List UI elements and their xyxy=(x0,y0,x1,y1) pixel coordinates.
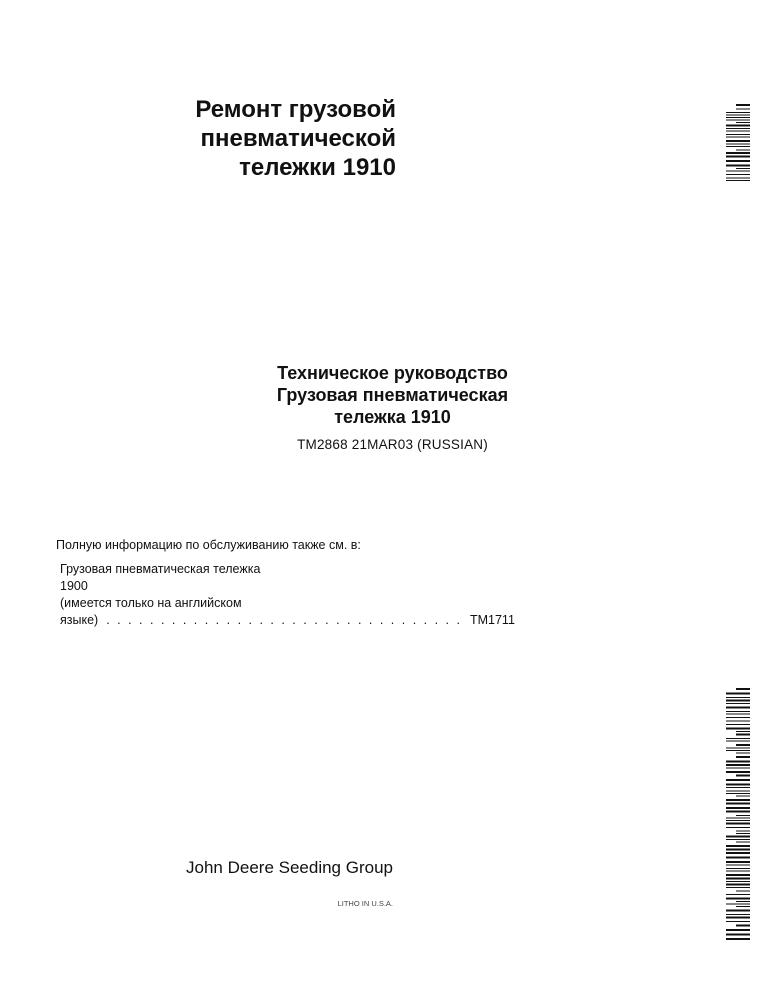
barcode-bar xyxy=(726,721,750,722)
barcode-bar xyxy=(726,791,750,792)
barcode-bar xyxy=(726,871,750,872)
title-line: пневматической xyxy=(200,125,396,152)
barcode-bar xyxy=(736,831,750,832)
barcode-bar xyxy=(726,178,750,179)
reference-entry-last-line xyxy=(60,612,515,629)
title-line: тележки 1910 xyxy=(239,154,396,181)
barcode-bar xyxy=(726,865,750,866)
barcode-bar xyxy=(726,714,750,715)
barcode-bar xyxy=(726,125,750,127)
barcode-bar xyxy=(726,779,750,781)
barcode-bar xyxy=(726,881,750,882)
barcode-bar xyxy=(726,693,750,695)
barcode-top xyxy=(726,104,750,182)
barcode-bar xyxy=(736,842,750,843)
barcode-bar xyxy=(736,796,750,797)
barcode-bar xyxy=(726,180,750,181)
barcode-bar xyxy=(726,938,750,940)
barcode-bar xyxy=(736,901,750,902)
barcode-bar xyxy=(726,827,750,828)
barcode-bar xyxy=(726,910,750,912)
barcode-bar xyxy=(726,697,750,698)
barcode-bar xyxy=(726,934,750,936)
barcode-bar xyxy=(736,744,750,746)
barcode-bar xyxy=(726,174,750,175)
barcode-bar xyxy=(736,891,750,892)
barcode-bar xyxy=(726,811,750,813)
barcode-bar xyxy=(726,728,750,730)
reference-entry-line: Грузовая пневматическая тележка xyxy=(60,562,261,576)
barcode-bar xyxy=(726,140,750,142)
barcode-bar xyxy=(726,117,750,118)
barcode-bar xyxy=(726,764,750,766)
manual-info xyxy=(250,362,535,452)
barcode-bar xyxy=(726,929,750,931)
manual-heading-line: Грузовая пневматическая xyxy=(276,385,509,405)
barcode-bar xyxy=(726,845,750,847)
barcode-bar xyxy=(726,144,750,145)
barcode-bar xyxy=(736,122,750,123)
barcode-bar xyxy=(736,775,750,777)
reference-leader-dots: . . . . . . . . . . . . . . . . . . . . . . . . . . . . . . . . . xyxy=(106,613,462,627)
barcode-bar xyxy=(726,807,750,809)
manual-heading xyxy=(250,362,535,428)
barcode-bar xyxy=(726,711,750,712)
publisher-name: John Deere Seeding Group xyxy=(186,858,393,877)
reference-entry xyxy=(60,561,515,629)
barcode-bar xyxy=(726,134,750,135)
barcode-bar xyxy=(726,904,750,905)
barcode-bar xyxy=(736,150,750,151)
barcode-bar xyxy=(726,823,750,825)
barcode-bar xyxy=(736,815,750,816)
barcode-bar xyxy=(726,836,750,838)
barcode-bar xyxy=(726,738,750,739)
barcode-bar xyxy=(726,120,750,121)
barcode-bar xyxy=(726,914,750,915)
barcode-bar xyxy=(736,104,750,106)
barcode-bar xyxy=(736,756,750,758)
barcode-bar xyxy=(726,137,750,138)
barcode-bar xyxy=(726,799,750,801)
barcode-bar xyxy=(726,717,750,718)
barcode-bar xyxy=(736,925,750,927)
reference-entry-line: языке) xyxy=(60,613,99,627)
manual-heading-line: Техническое руководство xyxy=(277,363,508,383)
barcode-bar xyxy=(726,128,750,129)
manual-heading-line: тележка 1910 xyxy=(334,407,451,427)
barcode-bar xyxy=(726,171,750,172)
barcode-bar xyxy=(726,887,750,888)
barcode-bar xyxy=(726,768,750,769)
barcode-bar xyxy=(726,787,750,788)
barcode-bar xyxy=(736,731,750,732)
barcode-bar xyxy=(726,771,750,773)
barcode-bar xyxy=(726,741,750,742)
barcode-bar xyxy=(726,852,750,854)
barcode-bar xyxy=(726,898,750,900)
barcode-bar xyxy=(726,878,750,880)
barcode-bar xyxy=(736,906,750,907)
barcode-bottom-graphic xyxy=(726,688,750,940)
barcode-bar xyxy=(726,703,750,704)
manual-code: TM2868 21MAR03 (RUSSIAN) xyxy=(297,437,488,452)
reference-entry-line: 1900 xyxy=(60,579,88,593)
barcode-bar xyxy=(736,734,750,736)
barcode-bar xyxy=(736,109,750,110)
barcode-top-graphic xyxy=(726,104,750,182)
litho-note: LITHO IN U.S.A. xyxy=(337,899,393,908)
barcode-bar xyxy=(726,750,750,751)
barcode-bar xyxy=(726,160,750,162)
barcode-bar xyxy=(736,688,750,690)
title-line: Ремонт грузовой xyxy=(195,96,396,123)
barcode-bar xyxy=(726,868,750,869)
barcode-bar xyxy=(726,874,750,876)
barcode-bar xyxy=(726,857,750,859)
main-title xyxy=(195,95,396,182)
barcode-bar xyxy=(726,700,750,702)
barcode-bar xyxy=(726,131,750,132)
barcode-bar xyxy=(726,784,750,786)
barcode-bar xyxy=(726,761,750,763)
barcode-bar xyxy=(726,748,750,749)
barcode-bar xyxy=(726,803,750,805)
barcode-bar xyxy=(726,884,750,886)
barcode-bar xyxy=(726,115,750,116)
barcode-bar xyxy=(726,152,750,154)
barcode-bar xyxy=(736,168,750,169)
barcode-bar xyxy=(726,849,750,851)
barcode-bar xyxy=(726,793,750,794)
barcode-bar xyxy=(726,861,750,863)
barcode-bar xyxy=(726,146,750,147)
barcode-bar xyxy=(726,818,750,819)
barcode-bar xyxy=(736,833,750,834)
barcode-bar xyxy=(726,839,750,840)
barcode-bar xyxy=(726,112,750,113)
barcode-bar xyxy=(736,753,750,754)
reference-intro: Полную информацию по обслуживанию также см. в: xyxy=(56,538,361,552)
barcode-bar xyxy=(726,921,750,922)
barcode-bar xyxy=(726,820,750,821)
barcode-bar xyxy=(726,724,750,725)
barcode-bar xyxy=(726,917,750,919)
reference-entry-line: (имеется только на английском xyxy=(60,596,242,610)
barcode-bar xyxy=(726,156,750,158)
barcode-bar xyxy=(726,165,750,167)
reference-code: TM1711 xyxy=(469,613,515,627)
barcode-bottom xyxy=(726,688,750,940)
barcode-bar xyxy=(726,707,750,709)
barcode-bar xyxy=(726,894,750,895)
